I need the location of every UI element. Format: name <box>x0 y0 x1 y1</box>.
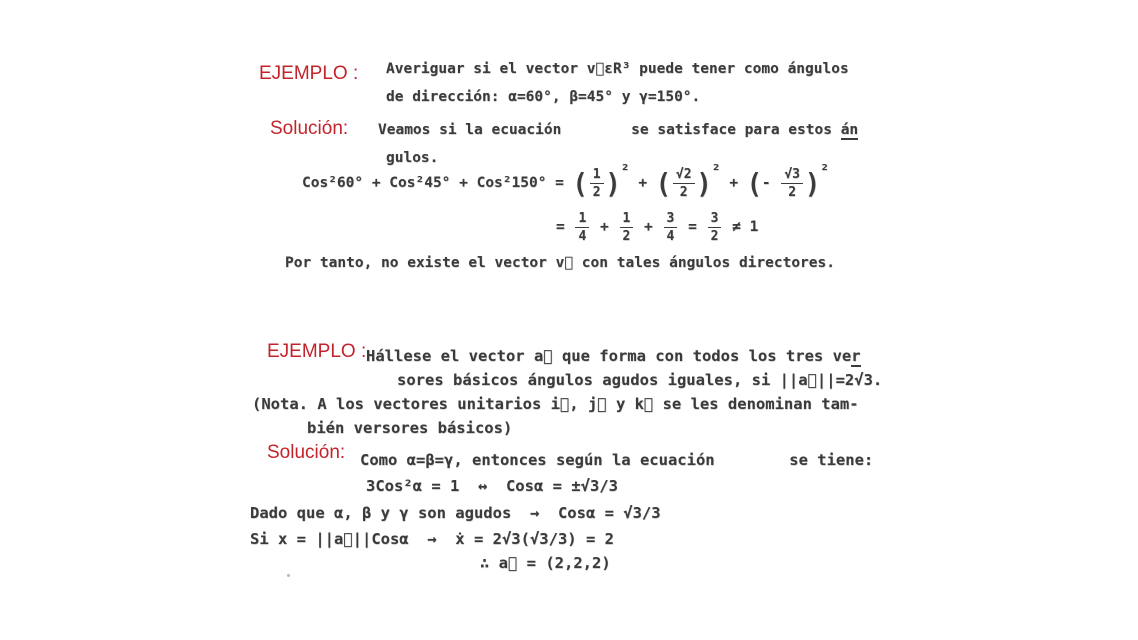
equation1-lhs: Cos²60° + Cos²45° + Cos²150° = <box>302 175 573 191</box>
example2-label: EJEMPLO : <box>267 341 367 362</box>
squared-exponent: ² <box>711 161 721 179</box>
open-paren: ( <box>572 166 588 200</box>
example1-conclusion: Por tanto, no existe el vector v⃗ con tales ángulos directores. <box>285 255 835 271</box>
solution1-line1-hyphen-underline: án <box>840 122 859 138</box>
fraction-sqrt3-2 <box>781 168 803 199</box>
solution2-line4: Si x = ||a⃗||Cosα → ẋ = 2√3(√3/3) = 2 <box>250 530 614 548</box>
fraction-denominator: 2 <box>679 184 688 200</box>
equals-operator: = <box>679 219 706 235</box>
example1-statement-line2: de dirección: α=60°, β=45° y γ=150°. <box>386 89 701 105</box>
plus-operator: + <box>720 175 747 191</box>
fraction-3-2 <box>708 212 722 243</box>
scan-artifact-dot <box>287 574 290 577</box>
fraction-sqrt2-2 <box>673 168 695 199</box>
solution2-line3: Dado que α, β y γ son agudos → Cosα = √3/3 <box>250 504 661 522</box>
solution2-result: ∴ a⃗ = (2,2,2) <box>480 554 611 572</box>
example2-line1-hyphen-underline: r <box>851 347 861 365</box>
squared-exponent: ² <box>820 161 830 179</box>
plus-operator: + <box>591 219 618 235</box>
solution1-line2: gulos. <box>386 150 439 166</box>
solution1-line1-text: Veamos si la ecuación se satisface para estos <box>378 122 841 138</box>
fraction-denominator: 2 <box>592 184 601 200</box>
fraction-1-2 <box>620 212 634 243</box>
example1-statement-line1: Averiguar si el vector v⃗εR³ puede tener como ángulos <box>386 61 849 77</box>
close-paren: ) <box>805 166 821 200</box>
plus-operator: + <box>635 219 662 235</box>
equation2 <box>556 207 758 247</box>
open-paren: ( <box>746 166 762 200</box>
solution2-label: Solución: <box>267 442 346 463</box>
squared-exponent: ² <box>620 161 630 179</box>
fraction-1-4 <box>575 212 589 243</box>
fraction-3-4 <box>664 212 678 243</box>
example2-nota-line2: bién versores básicos) <box>307 419 513 437</box>
fraction-numerator: 3 <box>664 212 678 228</box>
example2-nota-line1: (Nota. A los vectores unitarios i⃗, j⃗ y k⃗ se les denominan tam- <box>252 395 859 413</box>
equation1 <box>302 162 829 204</box>
solution2-line2: 3Cos²α = 1 ↔ Cosα = ±√3/3 <box>366 477 618 495</box>
equals-operator: = <box>556 219 574 235</box>
fraction-denominator: 4 <box>666 228 675 244</box>
fraction-denominator: 2 <box>788 184 797 200</box>
fraction-numerator: √2 <box>673 168 695 184</box>
fraction-numerator: 1 <box>620 212 634 228</box>
fraction-denominator: 4 <box>578 228 587 244</box>
solution1-line1 <box>378 121 858 140</box>
fraction-denominator: 2 <box>710 228 719 244</box>
close-paren: ) <box>696 166 712 200</box>
fraction-numerator: 1 <box>575 212 589 228</box>
fraction-numerator: 3 <box>708 212 722 228</box>
fraction-denominator: 2 <box>622 228 631 244</box>
solution1-label: Solución: <box>270 118 349 139</box>
fraction-numerator: 1 <box>590 168 604 184</box>
fraction-1-2 <box>590 168 604 199</box>
plus-operator: + <box>629 175 656 191</box>
not-equal-one: ≠ 1 <box>723 219 759 235</box>
example2-statement-line1-text: Hállese el vector a⃗ que forma con todos los tres ve <box>366 347 852 365</box>
example1-label: EJEMPLO : <box>259 63 359 84</box>
minus-sign: - <box>761 175 780 191</box>
close-paren: ) <box>605 166 621 200</box>
solution2-line1: Como α=β=γ, entonces según la ecuación se tiene: <box>360 451 874 469</box>
example2-statement-line2: sores básicos ángulos agudos iguales, si ||a⃗||=2√3. <box>397 371 883 389</box>
open-paren: ( <box>655 166 671 200</box>
example2-statement-line1 <box>366 346 861 366</box>
fraction-numerator: √3 <box>781 168 803 184</box>
